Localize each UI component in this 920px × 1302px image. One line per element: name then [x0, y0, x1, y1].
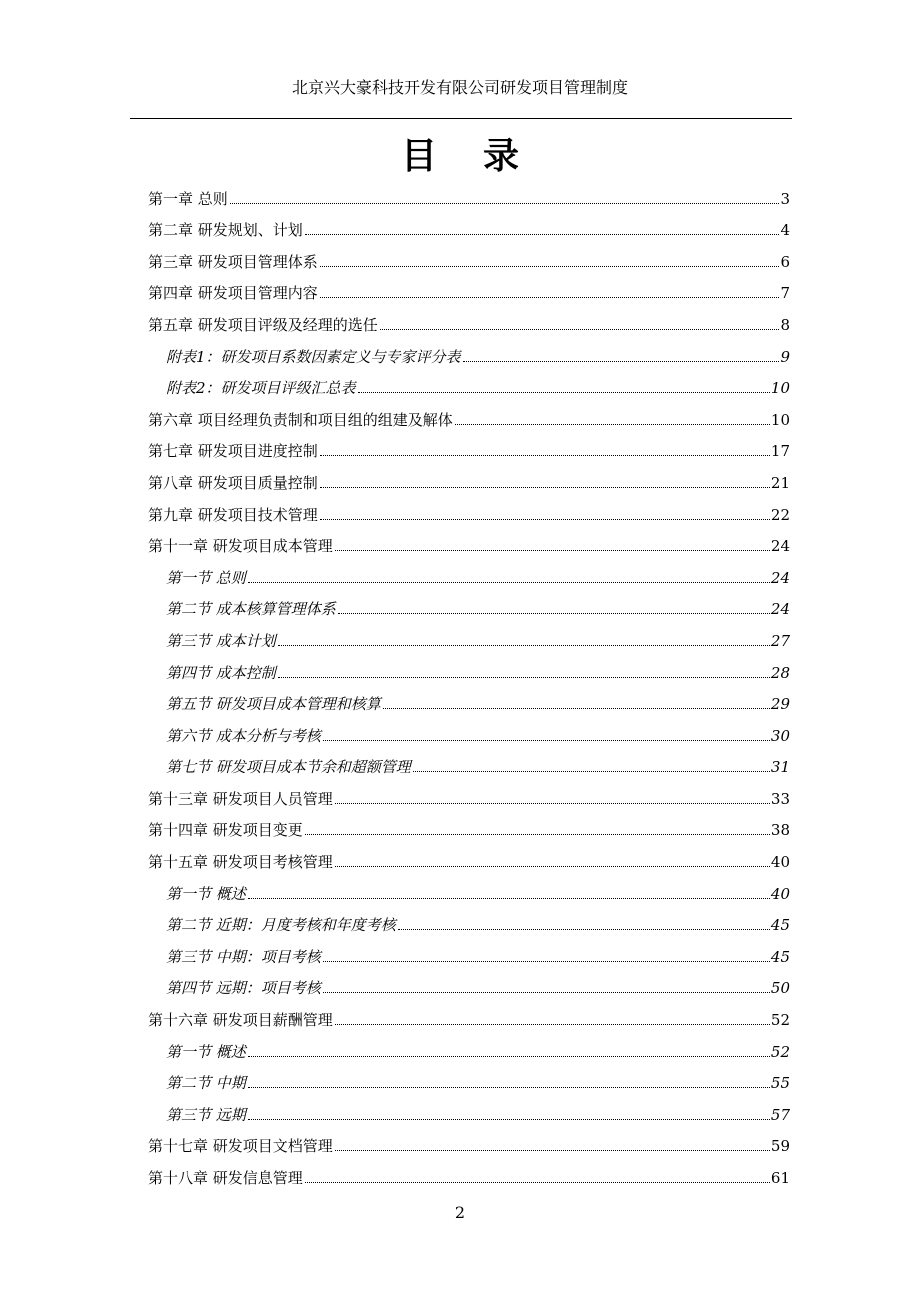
- toc-entry[interactable]: [148, 1155, 790, 1187]
- toc-entry-label: 第七章 研发项目进度控制: [148, 442, 318, 461]
- toc-entry-page: 8: [780, 315, 790, 334]
- toc-entry-label: 第二节 成本核算管理体系: [166, 600, 336, 619]
- toc-entry[interactable]: [148, 555, 790, 587]
- toc-dot-leader: [305, 834, 770, 835]
- toc-dot-leader: [248, 1087, 770, 1088]
- toc-entry[interactable]: [148, 302, 790, 334]
- toc-entry-page: 52: [770, 1011, 790, 1030]
- toc-entry-label: 第十一章 研发项目成本管理: [148, 537, 333, 556]
- toc-entry-label: 第一章 总则: [148, 189, 228, 208]
- toc-entry[interactable]: [148, 1029, 790, 1061]
- header-rule: [130, 118, 792, 119]
- toc-entry-page: 45: [770, 947, 790, 966]
- toc-entry-page: 27: [770, 631, 790, 650]
- toc-entry-page: 29: [770, 695, 790, 714]
- toc-entry[interactable]: [148, 239, 790, 271]
- toc-entry-label: 第十七章 研发项目文档管理: [148, 1137, 333, 1156]
- toc-dot-leader: [323, 740, 770, 741]
- toc-entry-label: 附表2：研发项目评级汇总表: [166, 379, 356, 398]
- toc-entry[interactable]: [148, 839, 790, 871]
- toc-entry[interactable]: [148, 1061, 790, 1093]
- running-header: 北京兴大豪科技开发有限公司研发项目管理制度: [291, 78, 628, 97]
- toc-entry-page: 40: [770, 884, 790, 903]
- toc-entry[interactable]: [148, 966, 790, 998]
- toc-entry[interactable]: [148, 1124, 790, 1156]
- toc-entry-label: 第十三章 研发项目人员管理: [148, 789, 333, 808]
- toc-entry[interactable]: [148, 524, 790, 556]
- toc-dot-leader: [305, 1182, 770, 1183]
- toc-entry-label: 第五章 研发项目评级及经理的选任: [148, 315, 378, 334]
- toc-entry-label: 第九章 研发项目技术管理: [148, 505, 318, 524]
- toc-dot-leader: [305, 234, 780, 235]
- toc-entry-label: 第十六章 研发项目薪酬管理: [148, 1011, 333, 1030]
- toc-dot-leader: [230, 203, 780, 204]
- toc-dot-leader: [413, 771, 770, 772]
- toc-dot-leader: [320, 519, 770, 520]
- toc-entry-label: 第二节 近期：月度考核和年度考核: [166, 916, 396, 935]
- toc-dot-leader: [358, 392, 770, 393]
- toc-dot-leader: [248, 582, 770, 583]
- toc-dot-leader: [323, 961, 770, 962]
- toc-entry-label: 第四节 成本控制: [166, 663, 276, 682]
- toc-entry-page: 24: [770, 537, 790, 556]
- toc-entry[interactable]: [148, 587, 790, 619]
- toc-title: 目录: [400, 135, 565, 177]
- toc-entry-page: 28: [770, 663, 790, 682]
- toc-entry[interactable]: [148, 1092, 790, 1124]
- toc-entry-page: 31: [770, 758, 790, 777]
- toc-entry[interactable]: [148, 460, 790, 492]
- toc-entry-label: 第一节 概述: [166, 1042, 246, 1061]
- toc-entry-label: 第三节 中期：项目考核: [166, 947, 321, 966]
- toc-entry-label: 第四节 远期：项目考核: [166, 979, 321, 998]
- toc-dot-leader: [320, 487, 770, 488]
- toc-entry[interactable]: [148, 334, 790, 366]
- page-number: 2: [454, 1203, 466, 1222]
- toc-dot-leader: [278, 645, 770, 646]
- toc-entry[interactable]: [148, 429, 790, 461]
- toc-entry[interactable]: [148, 397, 790, 429]
- toc-entry-label: 第一节 总则: [166, 568, 246, 587]
- toc-dot-leader: [335, 866, 770, 867]
- toc-entry-page: 4: [780, 221, 790, 240]
- toc-dot-leader: [323, 992, 770, 993]
- toc-dot-leader: [335, 1024, 770, 1025]
- toc-entry-page: 57: [770, 1105, 790, 1124]
- toc-entry[interactable]: [148, 492, 790, 524]
- toc-dot-leader: [335, 803, 770, 804]
- toc-entry-page: 10: [770, 410, 790, 429]
- toc-entry-label: 第十四章 研发项目变更: [148, 821, 303, 840]
- toc-entry-page: 24: [770, 600, 790, 619]
- toc-dot-leader: [248, 898, 770, 899]
- toc-entry-page: 55: [770, 1074, 790, 1093]
- toc-entry-page: 45: [770, 916, 790, 935]
- toc-entry-page: 3: [780, 189, 790, 208]
- toc-dot-leader: [463, 361, 780, 362]
- toc-entry-label: 第三节 成本计划: [166, 631, 276, 650]
- toc-entry[interactable]: [148, 745, 790, 777]
- toc-entry-label: 第四章 研发项目管理内容: [148, 284, 318, 303]
- toc-dot-leader: [320, 455, 770, 456]
- toc-entry-label: 第二节 中期: [166, 1074, 246, 1093]
- toc-entry-label: 第十八章 研发信息管理: [148, 1169, 303, 1187]
- toc-entry[interactable]: [148, 208, 790, 240]
- toc-entry[interactable]: [148, 997, 790, 1029]
- toc-dot-leader: [383, 708, 770, 709]
- table-of-contents: [148, 176, 790, 1187]
- toc-dot-leader: [335, 1150, 770, 1151]
- toc-entry[interactable]: [148, 776, 790, 808]
- toc-entry[interactable]: [148, 176, 790, 208]
- toc-entry[interactable]: [148, 682, 790, 714]
- toc-entry-page: 7: [780, 284, 790, 303]
- toc-entry[interactable]: [148, 808, 790, 840]
- toc-entry-label: 附表1：研发项目系数因素定义与专家评分表: [166, 347, 461, 366]
- toc-entry-page: 21: [770, 473, 790, 492]
- toc-entry-label: 第三节 远期: [166, 1105, 246, 1124]
- toc-entry-label: 第六章 项目经理负责制和项目组的组建及解体: [148, 410, 453, 429]
- toc-dot-leader: [278, 677, 770, 678]
- toc-entry-label: 第六节 成本分析与考核: [166, 726, 321, 745]
- toc-entry-label: 第二章 研发规划、计划: [148, 221, 303, 240]
- toc-dot-leader: [335, 550, 770, 551]
- toc-entry-page: 40: [770, 853, 790, 872]
- toc-dot-leader: [320, 266, 780, 267]
- toc-entry-page: 61: [770, 1169, 790, 1187]
- toc-entry-page: 59: [770, 1137, 790, 1156]
- toc-dot-leader: [338, 613, 770, 614]
- toc-entry-label: 第三章 研发项目管理体系: [148, 252, 318, 271]
- toc-entry[interactable]: [148, 366, 790, 398]
- toc-entry-page: 22: [770, 505, 790, 524]
- toc-dot-leader: [380, 329, 780, 330]
- toc-entry-page: 33: [770, 789, 790, 808]
- toc-dot-leader: [248, 1056, 770, 1057]
- toc-entry-page: 9: [780, 347, 790, 366]
- toc-entry-page: 30: [770, 726, 790, 745]
- toc-entry[interactable]: [148, 650, 790, 682]
- toc-entry-label: 第一节 概述: [166, 884, 246, 903]
- toc-entry[interactable]: [148, 871, 790, 903]
- toc-entry-page: 17: [770, 442, 790, 461]
- toc-entry-page: 50: [770, 979, 790, 998]
- toc-entry-page: 10: [770, 379, 790, 398]
- toc-entry-label: 第八章 研发项目质量控制: [148, 473, 318, 492]
- toc-entry-page: 38: [770, 821, 790, 840]
- toc-entry-label: 第十五章 研发项目考核管理: [148, 853, 333, 872]
- toc-entry-page: 6: [780, 252, 790, 271]
- toc-dot-leader: [320, 297, 780, 298]
- toc-entry[interactable]: [148, 713, 790, 745]
- toc-entry[interactable]: [148, 903, 790, 935]
- toc-dot-leader: [455, 424, 770, 425]
- toc-entry-label: 第五节 研发项目成本管理和核算: [166, 695, 381, 714]
- toc-dot-leader: [248, 1119, 770, 1120]
- toc-dot-leader: [398, 929, 770, 930]
- toc-entry-page: 52: [770, 1042, 790, 1061]
- toc-entry[interactable]: [148, 618, 790, 650]
- toc-entry[interactable]: [148, 271, 790, 303]
- toc-entry[interactable]: [148, 934, 790, 966]
- toc-entry-page: 24: [770, 568, 790, 587]
- toc-entry-label: 第七节 研发项目成本节余和超额管理: [166, 758, 411, 777]
